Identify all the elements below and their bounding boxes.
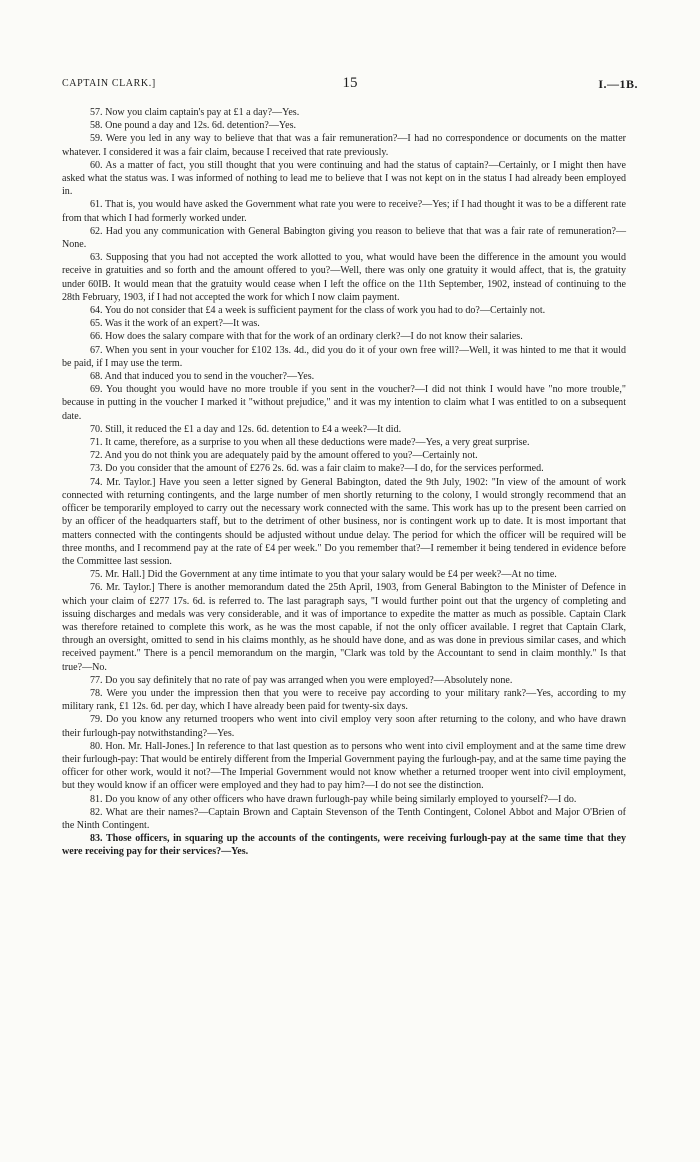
paragraph-65: 65. Was it the work of an expert?—It was. — [90, 318, 260, 330]
paragraph-75: 75. Mr. Hall.] Did the Government at any time intimate to you that your salary would be £4 per week?—At no time. — [90, 569, 557, 581]
paragraph-83: 83. Those officers, in squaring up the accounts of the contingents, were receiving furlough-pay at the same time that they were receiving pay for their services?—Yes. — [62, 833, 626, 858]
paragraph-57: 57. Now you claim captain's pay at £1 a day?—Yes. — [90, 107, 300, 118]
paragraph-61: 61. That is, you would have asked the Government what rate you were to receive?—Yes; if I had thought it was to be a different rate from that which I had formerly worked under. — [62, 199, 626, 224]
paragraph-71: 71. It came, therefore, as a surprise to you when all these deductions were made?—Yes, a very great surprise. — [90, 437, 530, 449]
paragraph-69: 69. You thought you would have no more trouble if you sent in the voucher?—I did not think I would have "no more trouble," because in putting in the voucher I marked it "without prejudice," and it was my intention to claim what I was entitled to on a subsequent date. — [62, 384, 626, 422]
paragraph-66: 66. How does the salary compare with that for the work of an ordinary clerk?—I do not know their salaries. — [90, 331, 523, 343]
paragraph-73: 73. Do you consider that the amount of £276 2s. 6d. was a fair claim to make?—I do, for the services performed. — [90, 463, 544, 475]
running-head-right: I.—1B. — [598, 77, 638, 91]
paragraph-63: 63. Supposing that you had not accepted the work allotted to you, what would have been the difference in the amount you would receive in gratuities and so forth and the amount offered to you?—Well, there was only one gratuity it would affect, that is, the gratuity under 60IB. It would mean that the gratuity would cease when I left the office on the 11th September, 1902, instead of continuing to the 28th February, 1903, if I had not accepted the work for which I now claim payment. — [62, 252, 626, 303]
paragraph-70: 70. Still, it reduced the £1 a day and 12s. 6d. detention to £4 a week?—It did. — [90, 423, 402, 435]
paragraph-81: 81. Do you know of any other officers who have drawn furlough-pay while being similarly employed to yourself?—I do. — [90, 793, 577, 805]
paragraph-58: 58. One pound a day and 12s. 6d. detention?—Yes. — [90, 120, 297, 132]
page-number: 15 — [342, 75, 358, 91]
paragraph-59: 59. Were you led in any way to believe that that was a fair remuneration?—I had no correspondence or documents on the matter whatever. I considered it was a fair claim, because I received that rate previously. — [62, 133, 626, 158]
paragraph-76: 76. Mr. Taylor.] There is another memorandum dated the 25th April, 1903, from General Babington to the Minister of Defence in which your claim of £277 17s. 6d. is referred to. The last paragraph says, "I would further point out that the urgency of completing and issuing discharges and medals was very considerable, and it was of importance to expedite the matter as much as possible. Captain Clark was therefore retained to complete this work, as he was the most capable, if not the only officer available. I regret that Captain Clark, through an oversight, omitted to send in his claims monthly, as he should have done, and as was done in previous similar cases, and which received payment." There is a pencil memorandum on the margin, "Clark was told by the Accountant to send in claim monthly." Is that true?—No. — [62, 582, 626, 673]
paragraph-67: 67. When you sent in your voucher for £102 13s. 4d., did you do it of your own free will?—Well, it was hinted to me that it would be paid, if I may use the term. — [62, 344, 626, 369]
paragraph-68: 68. And that induced you to send in the voucher?—Yes. — [90, 371, 315, 383]
paragraph-80: 80. Hon. Mr. Hall-Jones.] In reference to that last question as to persons who went into civil employment and at the same time drew their furlough-pay: That would be entirely different from the Imperial Government paying the furlough-pay, and at the same time paying the officer for other work, would it not?—The Imperial Government would not know whether a returned trooper went into civil employment, but they would know if an officer were employed and they had to pay him?—I do not see the distinction. — [62, 740, 626, 792]
paragraph-77: 77. Do you say definitely that no rate of pay was arranged when you were employed?—Absolutely none. — [90, 674, 513, 686]
paragraph-82: 82. What are their names?—Captain Brown and Captain Stevenson of the Tenth Contingent, Colonel Abbot and Major O'Brien of the Ninth Contingent. — [62, 806, 626, 831]
paragraph-78: 78. Were you under the impression then that you were to receive pay according to your military rank?—Yes, according to my military rank, £1 12s. 6d. per day, which I have already been paid for twenty-six days. — [62, 687, 626, 713]
paragraph-62: 62. Had you any communication with General Babington giving you reason to believe that that was a fair rate of remuneration?—None. — [62, 225, 626, 251]
document-body — [62, 106, 626, 859]
paragraph-74: 74. Mr. Taylor.] Have you seen a letter signed by General Babington, dated the 9th July, 1902: "In view of the amount of work connected with returning contingents, and the large number of men shortly returning to the colony, I would strongly recommend that an officer be temporarily employed to carry out the necessary work connected with the same. This work has up to the present been carried on by an officer of the headquarters staff, but to the detriment of other business, nor is contingent work up to date. It is most important that matters connected with the contingents should be adjusted without undue delay. The period for which the officer will be required will be three months, and I recommend pay at the rate of £4 per week." Do you remember that?—I remember it being tendered in evidence before the Committee last session. — [62, 476, 626, 567]
paragraph-72: 72. And you do not think you are adequately paid by the amount offered to you?—Certainly not. — [90, 450, 478, 462]
paragraph-60: 60. As a matter of fact, you still thought that you were continuing and had the status of captain?—Certainly, or I might then have asked what the status was. I was informed of nothing to lead me to believe that I was not kept on in the status I had already been employed in. — [62, 159, 626, 198]
paragraph-64: 64. You do not consider that £4 a week is sufficient payment for the class of work you had to do?—Certainly not. — [90, 305, 546, 317]
paragraph-79: 79. Do you know any returned troopers who went into civil employ very soon after returning to the colony, and who have drawn their furlough-pay notwithstanding?—Yes. — [62, 714, 626, 739]
page-header — [62, 75, 638, 98]
running-head-left: CAPTAIN CLARK.] — [62, 78, 156, 89]
